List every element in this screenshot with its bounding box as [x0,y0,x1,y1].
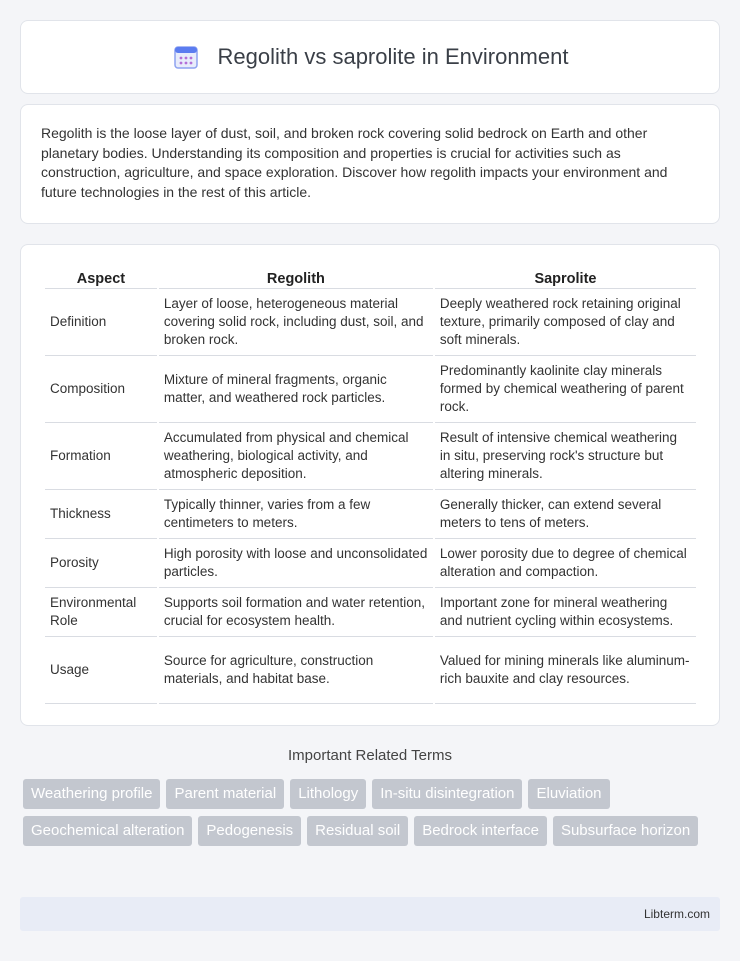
row-regolith: Typically thinner, varies from a few centimeters to meters. [159,490,433,539]
table-row [45,356,696,423]
row-saprolite: Deeply weathered rock retaining original texture, primarily composed of clay and soft minerals. [435,289,696,356]
header-saprolite: Saprolite [435,265,696,289]
related-terms-title: Important Related Terms [288,747,452,764]
page-title: Regolith vs saprolite in Environment [217,44,569,69]
related-term-tag[interactable]: Geochemical alteration [23,816,192,846]
row-saprolite: Predominantly kaolinite clay minerals formed by chemical weathering of parent rock. [435,356,696,423]
row-saprolite: Generally thicker, can extend several meters to tens of meters. [435,490,696,539]
header-aspect: Aspect [45,265,157,289]
related-term-tag[interactable]: Parent material [166,779,284,809]
row-aspect: Porosity [45,539,157,588]
table-header-row [45,265,696,289]
row-saprolite: Valued for mining minerals like aluminum-rich bauxite and clay resources. [435,637,696,704]
related-term-tag[interactable]: Bedrock interface [414,816,547,846]
related-term-tag[interactable]: Weathering profile [23,779,160,809]
related-term-tag[interactable]: In-situ disintegration [372,779,522,809]
row-aspect: Usage [45,637,157,704]
title-wrap [172,43,569,71]
row-saprolite: Lower porosity due to degree of chemical alteration and compaction. [435,539,696,588]
row-regolith: High porosity with loose and unconsolidated particles. [159,539,433,588]
table-row [45,423,696,490]
row-regolith: Accumulated from physical and chemical weathering, biological activity, and atmospheric deposition. [159,423,433,490]
comparison-table [43,265,698,704]
related-term-tag[interactable]: Subsurface horizon [553,816,698,846]
intro-card [20,104,720,224]
row-regolith: Layer of loose, heterogeneous material covering solid rock, including dust, soil, and broken rock. [159,289,433,356]
related-term-tag[interactable]: Lithology [290,779,366,809]
row-aspect: Thickness [45,490,157,539]
row-aspect: Composition [45,356,157,423]
row-regolith: Source for agriculture, construction materials, and habitat base. [159,637,433,704]
row-regolith: Mixture of mineral fragments, organic matter, and weathered rock particles. [159,356,433,423]
comparison-table-card [20,244,720,726]
row-regolith: Supports soil formation and water retention, crucial for ecosystem health. [159,588,433,637]
header-regolith: Regolith [159,265,433,289]
intro-text: Regolith is the loose layer of dust, soil, and broken rock covering solid bedrock on Earth and other planetary bodies. Understanding its composition and properties is crucial for activities such as construction, agriculture, and space exploration. Discover how regolith impacts your environment and future technologies in the rest of this article. [41,125,668,200]
row-aspect: Formation [45,423,157,490]
table-row [45,289,696,356]
footer [20,897,720,931]
related-term-tag[interactable]: Eluviation [528,779,609,809]
table-row [45,539,696,588]
footer-site-link[interactable]: Libterm.com [643,907,710,921]
table-row [45,637,696,704]
row-saprolite: Important zone for mineral weathering and nutrient cycling within ecosystems. [435,588,696,637]
row-aspect: Environmental Role [45,588,157,637]
related-term-tag[interactable]: Pedogenesis [198,816,301,846]
calendar-icon [172,43,200,71]
table-row [45,490,696,539]
header-card [20,20,720,94]
related-terms-list [23,779,723,846]
row-aspect: Definition [45,289,157,356]
row-saprolite: Result of intensive chemical weathering in situ, preserving rock's structure but altering minerals. [435,423,696,490]
related-term-tag[interactable]: Residual soil [307,816,408,846]
table-row [45,588,696,637]
